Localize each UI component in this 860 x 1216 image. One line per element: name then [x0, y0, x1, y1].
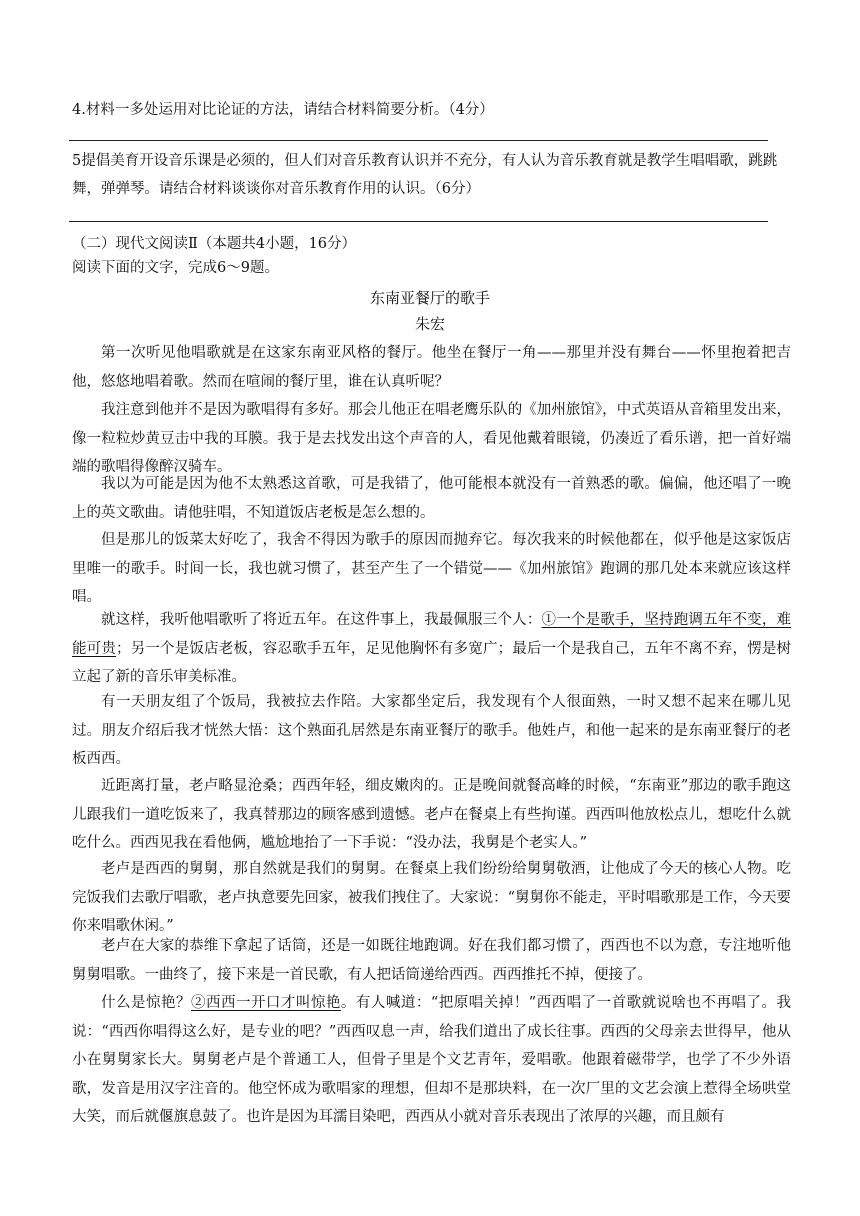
- paragraph-5-text-a: 就这样，我听他唱歌听了将近五年。在这件事上，我最佩服三个人：: [101, 612, 542, 628]
- paragraph-1: 第一次听见他唱歌就是在这家东南亚风格的餐厅。他坐在餐厅一角——那里并没有舞台——怀里抱着把吉他，悠悠地唱着歌。然而在喧闹的餐厅里，谁在认真听呢？: [72, 345, 791, 390]
- answer-line-4: [69, 140, 768, 141]
- answer-line-5: [69, 221, 768, 222]
- paragraph-10-text-b: 。有人喊道：“把原唱关掉！”西西唱了一首歌就说啥也不再唱了。我说：“西西你唱得这么好，是专业的吧？”西西叹息一声，给我们道出了成长往事。西西的父母亲去世得早，他从小在舅舅家长大。舅舅老卢是个普通工人，但骨子里是个文艺青年，爱唱歌。他跟着磁带学，也学了不少外语歌，发音是用汉字注音的。他空怀成为歌唱家的理想，但却不是那块料，在一次厂里的文艺会演上惹得全场哄堂大笑，而后就偃旗息鼓了。也许是因为耳濡目染吧，西西从小就对音乐表现出了浓厚的兴趣，而且颇有: [72, 995, 792, 1126]
- section-header: （二）现代文阅读Ⅱ（本题共4小题，16分）: [72, 236, 357, 252]
- underlined-sentence-2: ②西西一开口才叫惊艳: [190, 995, 341, 1011]
- paragraph-2: 我注意到他并不是因为歌唱得有多好。那会儿他正在唱老鹰乐队的《加州旅馆》，中式英语从音箱里发出来，像一粒粒炒黄豆击中我的耳膜。我于是去找发出这个声音的人，看见他戴着眼镜，仍凑近了看乐谱，把一首好端端的歌唱得像醉汉骑车。: [72, 402, 791, 476]
- paragraph-6: 有一天朋友组了个饭局，我被拉去作陪。大家都坐定后，我发现有个人很面熟，一时又想不起来在哪儿见过。朋友介绍后我才恍然大悟：这个熟面孔居然是东南亚餐厅的歌手。他姓卢，和他一起来的是东南亚餐厅的老板西西。: [72, 694, 791, 768]
- paragraph-5: [72, 606, 791, 692]
- paragraph-5-text-b: ；另一个是饭店老板，容忍歌手五年，足见他胸怀有多宽广；最后一个是我自己，五年不离不弃，愣是树立起了新的音乐审美标准。: [72, 640, 791, 686]
- paragraph-3: 我以为可能是因为他不太熟悉这首歌，可是我错了，他可能根本就没有一首熟悉的歌。偏偏，他还唱了一晚上的英文歌曲。请他驻唱，不知道饭店老板是怎么想的。: [72, 476, 791, 521]
- paragraph-10-text-a: 什么是惊艳？: [101, 995, 191, 1011]
- article-title: 东南亚餐厅的歌手: [369, 289, 490, 307]
- article-author: 朱宏: [414, 315, 445, 333]
- question-5: 5提倡美育开设音乐课是必须的，但人们对音乐教育认识并不充分，有人认为音乐教育就是教学生唱唱歌，跳跳舞，弹弹琴。请结合材料谈谈你对音乐教育作用的认识。（6分）: [72, 153, 778, 197]
- paragraph-8: 老卢是西西的舅舅，那自然就是我们的舅舅。在餐桌上我们纷纷给舅舅敬酒，让他成了今天的核心人物。吃完饭我们去歌厅唱歌，老卢执意要先回家，被我们拽住了。大家说：“舅舅你不能走，平时唱歌那是工作，今天要你来唱歌休闲。”: [72, 861, 791, 935]
- paragraph-10: [72, 989, 791, 1132]
- underlined-sentence-1: ①一个是歌手，坚持跑调五年不变，难能可贵: [72, 612, 792, 657]
- paragraph-9: 老卢在大家的恭维下拿起了话筒，还是一如既往地跑调。好在我们都习惯了，西西也不以为意，专注地听他舅舅唱歌。一曲终了，接下来是一首民歌，有人把话筒递给西西。西西推托不掉，便接了。: [72, 938, 791, 983]
- section-instruction: 阅读下面的文字，完成6～9题。: [72, 260, 279, 276]
- paragraph-7: 近距离打量，老卢略显沧桑；西西年轻，细皮嫩肉的。正是晚间就餐高峰的时候，“东南亚”那边的歌手跑这儿跟我们一道吃饭来了，我真替那边的顾客感到遗憾。老卢在餐桌上有些拘谨。西西叫他放松点儿，想吃什么就吃什么。西西见我在看他俩，尴尬地抬了一下手说：“没办法，我舅是个老实人。”: [72, 778, 791, 852]
- paragraph-4: 但是那儿的饭菜太好吃了，我舍不得因为歌手的原因而抛弃它。每次我来的时候他都在，似乎他是这家饭店里唯一的歌手。时间一长，我也就习惯了，甚至产生了一个错觉——《加州旅馆》跑调的那几处本来就应该这样唱。: [72, 532, 791, 606]
- question-4: 4.材料一多处运用对比论证的方法，请结合材料简要分析。（4分）: [72, 102, 494, 118]
